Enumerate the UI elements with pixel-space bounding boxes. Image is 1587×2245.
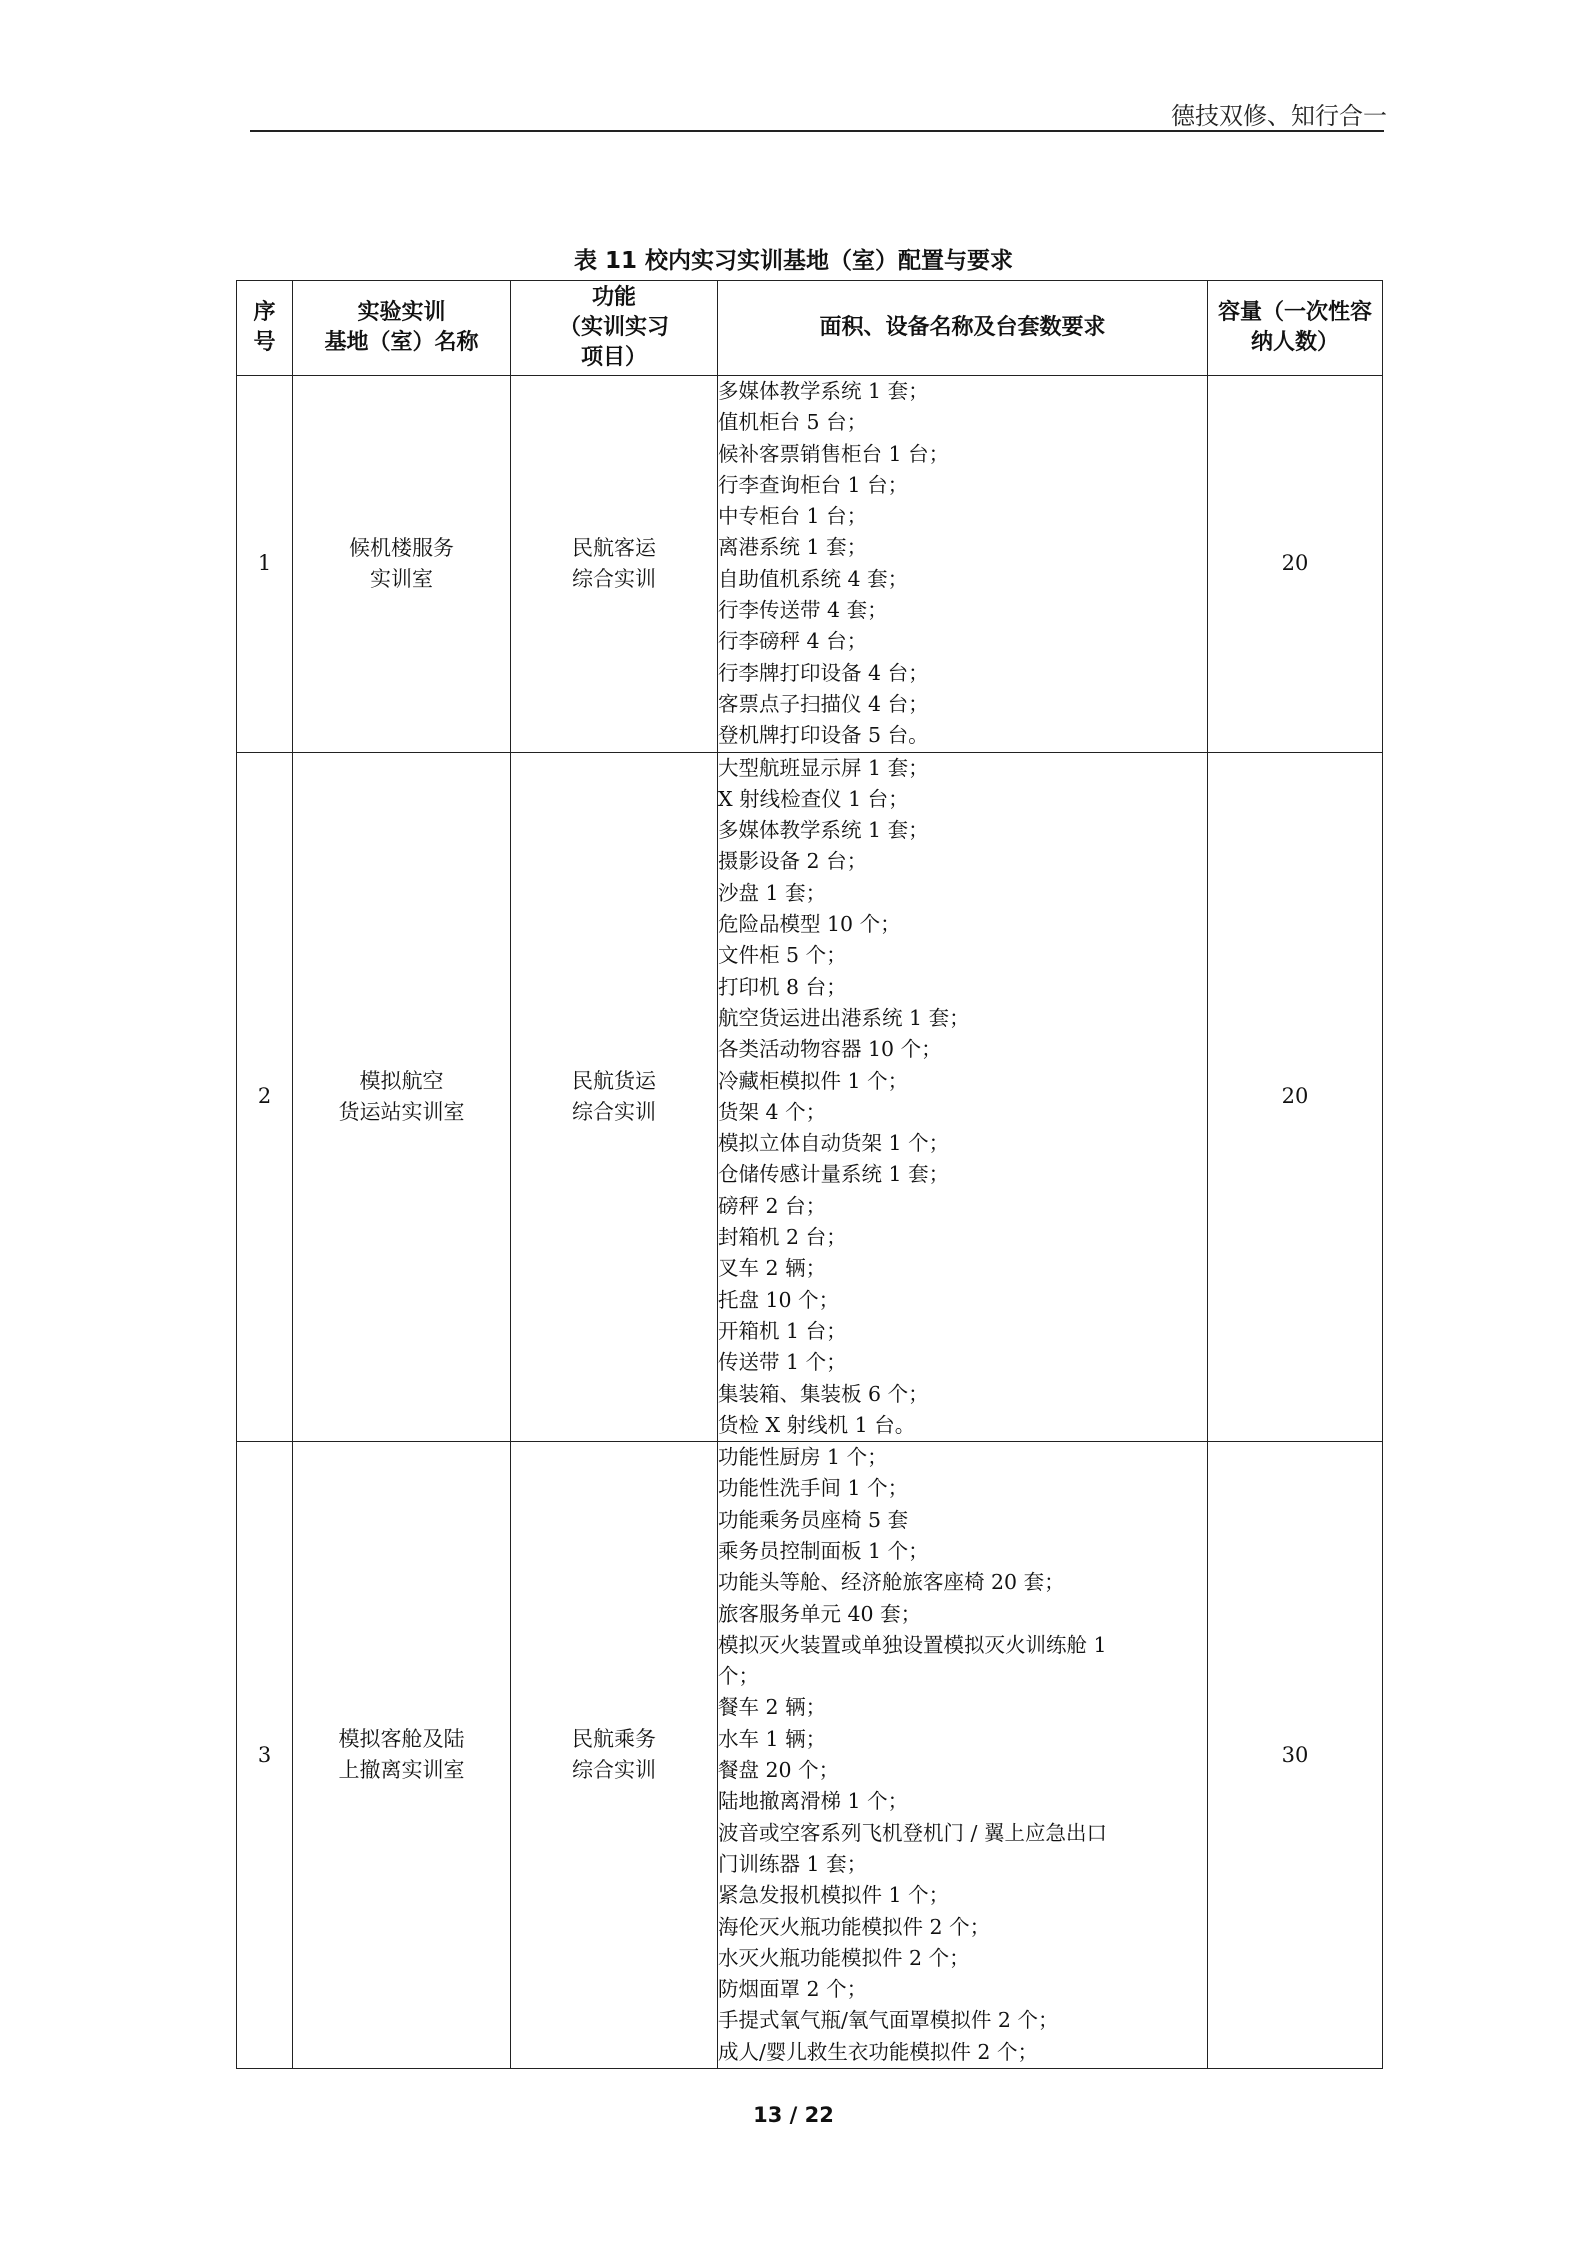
column-header-name: 实验实训 基地（室）名称 — [293, 281, 511, 376]
equipment-item: 个； — [718, 1664, 759, 1689]
equipment-item: 仓储传感计量系统 1 套； — [718, 1162, 950, 1187]
equipment-item: 危险品模型 10 个； — [718, 912, 901, 937]
equipment-item: 沙盘 1 套； — [718, 880, 827, 905]
equipment-item: 登机牌打印设备 5 台。 — [718, 723, 929, 748]
row-seq: 2 — [237, 752, 293, 1442]
equipment-item: 各类活动物容器 10 个； — [718, 1037, 942, 1062]
equipment-item: 水灭火瓶功能模拟件 2 个； — [718, 1945, 970, 1970]
equipment-item: 文件柜 5 个； — [718, 943, 847, 968]
equipment-item: 行李牌打印设备 4 台； — [718, 660, 929, 685]
header-divider — [250, 130, 1384, 132]
equipment-item: 候补客票销售柜台 1 台； — [718, 441, 950, 466]
equipment-item: 手提式氧气瓶/氧气面罩模拟件 2 个； — [718, 2008, 1059, 2033]
header-motto: 德技双修、知行合一 — [1171, 102, 1387, 130]
equipment-item: X 射线检查仪 1 台； — [718, 786, 909, 811]
equipment-item: 航空货运进出港系统 1 套； — [718, 1005, 970, 1030]
equipment-item: 集装箱、集装板 6 个； — [718, 1381, 929, 1406]
row-capacity: 30 — [1208, 1442, 1383, 2069]
row-seq: 1 — [237, 376, 293, 753]
equipment-item: 开箱机 1 台； — [718, 1318, 847, 1343]
row-equipment-list — [718, 1442, 1208, 2069]
equipment-item: 餐车 2 辆； — [718, 1695, 827, 1720]
equipment-item: 水车 1 辆； — [718, 1726, 827, 1751]
row-function: 民航乘务 综合实训 — [511, 1442, 718, 2069]
table-row — [237, 1442, 1383, 2069]
equipment-item: 磅秤 2 台； — [718, 1193, 827, 1218]
equipment-item: 旅客服务单元 40 套； — [718, 1601, 922, 1626]
equipment-item: 紧急发报机模拟件 1 个； — [718, 1883, 950, 1908]
equipment-item: 摄影设备 2 台； — [718, 849, 868, 874]
equipment-item: 行李查询柜台 1 台； — [718, 472, 909, 497]
table-row — [237, 376, 1383, 753]
equipment-item: 托盘 10 个； — [718, 1287, 840, 1312]
row-function: 民航客运 综合实训 — [511, 376, 718, 753]
equipment-item: 餐盘 20 个； — [718, 1758, 840, 1783]
equipment-item: 货检 X 射线机 1 台。 — [718, 1412, 916, 1437]
table-title: 表 11 校内实习实训基地（室）配置与要求 — [573, 248, 1014, 274]
equipment-item: 功能性厨房 1 个； — [718, 1445, 888, 1470]
row-base-name: 模拟航空 货运站实训室 — [293, 752, 511, 1442]
page-number: 13 / 22 — [753, 2103, 834, 2127]
equipment-item: 陆地撤离滑梯 1 个； — [718, 1789, 909, 1814]
equipment-item: 客票点子扫描仪 4 台； — [718, 691, 929, 716]
equipment-item: 模拟灭火装置或单独设置模拟灭火训练舱 1 — [718, 1632, 1107, 1657]
equipment-item: 多媒体教学系统 1 套； — [718, 818, 929, 843]
equipment-item: 行李传送带 4 套； — [718, 598, 888, 623]
equipment-item: 功能性洗手间 1 个； — [718, 1476, 909, 1501]
equipment-item: 门训练器 1 套； — [718, 1851, 868, 1876]
table-header-row — [237, 281, 1383, 376]
row-capacity: 20 — [1208, 752, 1383, 1442]
equipment-item: 功能乘务员座椅 5 套 — [718, 1507, 909, 1532]
equipment-item: 多媒体教学系统 1 套； — [718, 379, 929, 403]
training-base-table — [236, 280, 1383, 2069]
equipment-item: 成人/婴儿救生衣功能模拟件 2 个； — [718, 2039, 1038, 2064]
equipment-item: 离港系统 1 套； — [718, 535, 868, 560]
equipment-item: 值机柜台 5 台； — [718, 410, 868, 435]
row-equipment-list — [718, 376, 1208, 753]
column-header-capacity: 容量（一次性容 纳人数） — [1208, 281, 1383, 376]
equipment-item: 防烟面罩 2 个； — [718, 1977, 868, 2002]
equipment-item: 自助值机系统 4 套； — [718, 566, 909, 591]
equipment-item: 冷藏柜模拟件 1 个； — [718, 1068, 909, 1093]
equipment-item: 货架 4 个； — [718, 1099, 827, 1124]
equipment-item: 中专柜台 1 台； — [718, 504, 868, 529]
equipment-item: 波音或空客系列飞机登机门 / 翼上应急出口 — [718, 1820, 1107, 1845]
equipment-item: 功能头等舱、经济舱旅客座椅 20 套； — [718, 1570, 1065, 1595]
row-equipment-list — [718, 752, 1208, 1442]
equipment-item: 封箱机 2 台； — [718, 1225, 847, 1250]
row-seq: 3 — [237, 1442, 293, 2069]
equipment-item: 叉车 2 辆； — [718, 1256, 827, 1281]
column-header-seq: 序 号 — [237, 281, 293, 376]
equipment-item: 乘务员控制面板 1 个； — [718, 1538, 929, 1563]
row-base-name: 候机楼服务 实训室 — [293, 376, 511, 753]
equipment-item: 大型航班显示屏 1 套； — [718, 755, 929, 780]
row-capacity: 20 — [1208, 376, 1383, 753]
column-header-function: 功能 （实训实习 项目） — [511, 281, 718, 376]
equipment-item: 打印机 8 台； — [718, 974, 847, 999]
table-row — [237, 752, 1383, 1442]
equipment-item: 模拟立体自动货架 1 个； — [718, 1131, 950, 1156]
row-base-name: 模拟客舱及陆 上撤离实训室 — [293, 1442, 511, 2069]
equipment-item: 海伦灭火瓶功能模拟件 2 个； — [718, 1914, 991, 1939]
row-function: 民航货运 综合实训 — [511, 752, 718, 1442]
column-header-equipment: 面积、设备名称及台套数要求 — [718, 281, 1208, 376]
equipment-item: 传送带 1 个； — [718, 1350, 847, 1375]
equipment-item: 行李磅秤 4 台； — [718, 629, 868, 654]
